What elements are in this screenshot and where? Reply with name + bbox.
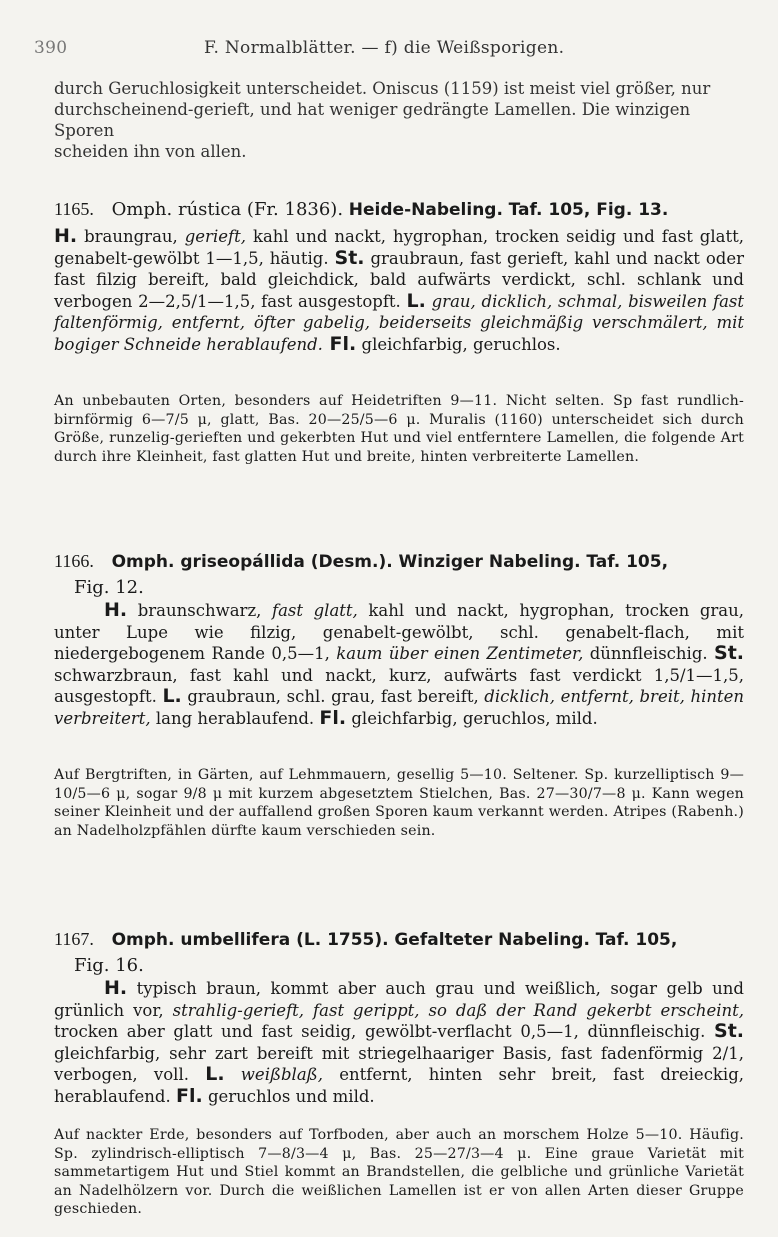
species-description	[54, 600, 744, 729]
species-note: Auf nackter Erde, besonders auf Torfboden, aber auch an morschem Holze 5—10. Häufig. Sp. zylindrisch-elliptisch 7—8/3—4 μ, Bas. 25—27/3—4 μ. Eine graue Varietät mit sammetartigem Hut und Stiel kommt an Brandstellen, die gelbliche und grünliche Varietät an Nadelhölzern vor. Durch die weißlichen Lamellen ist er von allen Arten dieser Gruppe geschieden.	[54, 1127, 744, 1217]
plate-reference: Taf. 105,	[586, 552, 669, 572]
species-name: Omph. umbellifera (L. 1755).	[111, 930, 389, 950]
intro-line: durchscheinend-gerieft, und hat weniger gedrängte Lamellen. Die winzigen Sporen	[54, 100, 691, 140]
italic-run: kaum über einen Zentimeter,	[336, 644, 584, 663]
common-name: Winziger Nabeling.	[398, 552, 581, 572]
text-run: braunschwarz,	[127, 601, 272, 620]
common-name: Heide-Nabeling.	[348, 200, 503, 220]
italic-run: gerieft,	[184, 227, 246, 246]
text-run: gleichfarbig, sehr zart bereift mit striegelhaariger Basis, fast fadenförmig 2/1, verbogen, voll.	[54, 1043, 744, 1084]
italic-run: strahlig-gerieft, fast gerippt, so daß der Rand gekerbt erscheint,	[172, 1000, 744, 1020]
entry-number: 1165.	[54, 199, 94, 219]
text-run: typisch braun, kommt aber auch grau und weißlich, sogar gelb und grünlich vor,	[54, 979, 744, 1020]
text-run: schwarzbraun, fast kahl und nackt, kurz, aufwärts fast verdickt 1,5/1—1,5, ausgestopft.	[54, 665, 744, 706]
common-name: Gefalteter Nabeling.	[394, 930, 590, 950]
field-key: H.	[104, 977, 128, 999]
text-run: kahl und nackt, hygrophan, trocken seidig und fast glatt, genabelt-gewölbt 1—1,5, häutig.	[54, 227, 744, 268]
field-key: St.	[334, 246, 365, 269]
text-run: graubraun, fast gerieft, kahl und nackt oder fast filzig bereift, bald gleichdick, bald aufwärts verdickt, schl. schlank und verbogen 2—2,5/1—1,5, fast ausgestopft.	[54, 248, 745, 311]
field-key: St.	[714, 1020, 744, 1042]
figure-reference: Fig. 12.	[74, 577, 144, 598]
entry-number: 1166.	[54, 551, 94, 571]
text-run: gleichfarbig, geruchlos.	[356, 334, 561, 354]
text-run: gleichfarbig, geruchlos, mild.	[346, 708, 598, 728]
text-run: lang herablaufend.	[150, 708, 320, 728]
field-key: L.	[406, 289, 426, 312]
entry-title	[54, 196, 744, 223]
entry-title	[54, 548, 744, 601]
field-key: L.	[205, 1063, 225, 1085]
text-run: trocken aber glatt und fast seidig, gewölbt-verflacht 0,5—1, dünnfleischig.	[54, 1022, 715, 1041]
italic-run: weißblaß,	[224, 1065, 323, 1084]
species-note: Auf Bergtriften, in Gärten, auf Lehmmauern, gesellig 5—10. Seltener. Sp. kurzelliptisch 9—10/5—6 μ, sogar 9/8 μ mit kurzem abgesetztem Stielchen, Bas. 27—30/7—8 μ. Kann wegen seiner Kleinheit und der auffallend großen Sporen kaum verkannt werden. Atripes (Rabenh.) an Nadelholzpfählen dürfte kaum verschieden sein.	[54, 767, 744, 839]
species-name: Omph. griseopállida (Desm.).	[111, 552, 393, 572]
text-run: dünnfleischig.	[583, 644, 715, 663]
text-run: geruchlos und mild.	[202, 1086, 375, 1106]
text-run: kahl und nackt, hygrophan, trocken grau, unter Lupe wie filzig, genabelt-gewölbt, schl. genabelt-flach, mit niedergebogenem Rande 0,5—1,	[54, 601, 744, 663]
field-key: St.	[714, 642, 744, 664]
field-key: L.	[162, 685, 182, 707]
field-key: Fl.	[175, 1084, 203, 1107]
species-description	[54, 978, 744, 1107]
intro-line: scheiden ihn von allen.	[54, 142, 247, 161]
plate-reference: Taf. 105,	[595, 930, 678, 950]
field-key: H.	[104, 599, 128, 621]
plate-reference: Taf. 105, Fig. 13.	[508, 200, 669, 220]
field-key: Fl.	[319, 706, 347, 729]
entry-title	[54, 926, 744, 979]
text-run: braungrau,	[77, 227, 185, 246]
page-number: 390	[34, 38, 68, 58]
italic-run: dicklich, entfernt, breit, hinten verbreitert,	[54, 687, 745, 728]
field-key: Fl.	[322, 332, 357, 355]
intro-paragraph	[54, 78, 744, 162]
species-name: Omph. rústica (Fr. 1836).	[111, 199, 344, 220]
entry-number: 1167.	[54, 929, 94, 949]
species-description	[54, 226, 744, 355]
species-note: An unbebauten Orten, besonders auf Heidetriften 9—11. Nicht selten. Sp fast rundlich-birnförmig 6—7/5 μ, glatt, Bas. 20—25/5—6 μ. Muralis (1160) unterscheidet sich durch Größe, runzelig-gerieften und gekerbten Hut und viel entferntere Lamellen, die folgende Art durch ihre Kleinheit, fast glatten Hut und breite, hinten verbreiterte Lamellen.	[54, 393, 744, 465]
field-key: H.	[54, 225, 78, 247]
figure-reference: Fig. 16.	[74, 955, 144, 976]
intro-line: durch Geruchlosigkeit unterscheidet. Oniscus (1159) ist meist viel größer, nur	[54, 79, 711, 98]
italic-run: fast glatt,	[271, 601, 358, 620]
text-run: entfernt, hinten sehr breit, fast dreieckig, herablaufend.	[54, 1065, 745, 1106]
italic-run: mit bogiger Schneide herablaufend.	[54, 313, 744, 354]
italic-run: grau, dicklich, schmal, bisweilen fast faltenförmig, entfernt, öfter gabelig, beiderseits gleichmäßig verschmälert,	[54, 291, 745, 332]
text-run: graubraun, schl. grau, fast bereift,	[181, 687, 485, 706]
running-title: F. Normalblätter. — f) die Weißsporigen.	[204, 38, 565, 58]
